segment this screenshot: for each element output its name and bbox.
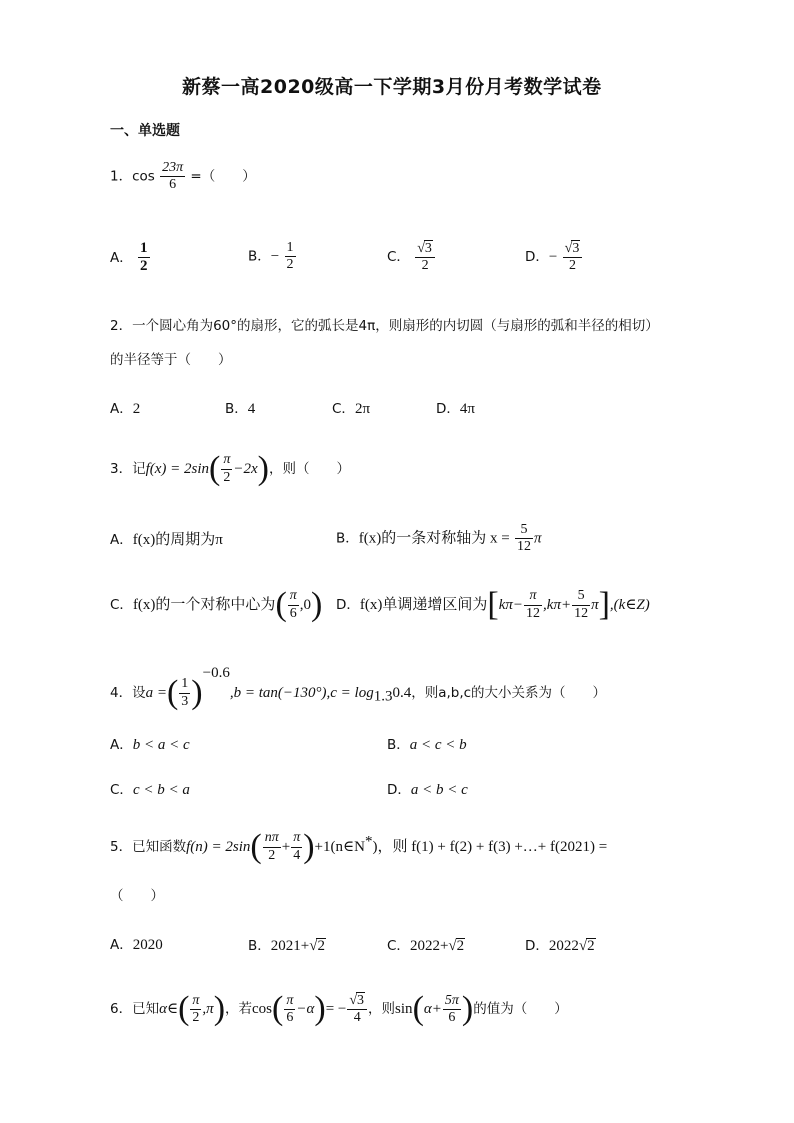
question-3: 3．记f(x) = 2sin( $\frac{\pi}{2}$ −2x)，则（ ） — [110, 450, 350, 487]
q1-option-b[interactable]: B．− $\frac{1}{2}$ — [248, 240, 294, 273]
q3-option-c[interactable]: C．f(x)的一个对称中心为( $\frac{\pi}{6}$ ,0) — [110, 586, 323, 623]
question-5: 5．已知函数f(n) = 2sin( $\frac{n\pi}{2}$ + $\frac{\pi}{4}$ )+1(n∈N*)，则 f(1) + f(2) + f(3) +…+ f(2021) = — [110, 828, 608, 865]
q4-option-a[interactable]: A．b < a < c — [110, 737, 190, 753]
q1-fraction: $\frac{23\pi}{6}$ — [162, 160, 184, 193]
q1-tail: =（ ） — [190, 168, 256, 185]
q5-option-c[interactable]: C．2022+√2 — [387, 938, 465, 954]
q5-line-2: （ ） — [110, 888, 164, 904]
section-heading: 一、单选题 — [110, 123, 180, 139]
q3-option-b[interactable]: B．f(x)的一条对称轴为 x = $\frac{5}{12}$ π — [336, 522, 542, 555]
q5-option-d[interactable]: D．2022√2 — [525, 938, 595, 954]
q4-option-b[interactable]: B．a < c < b — [387, 737, 467, 753]
page-title: 新蔡一高2020级高一下学期3月份月考数学试卷 — [182, 76, 602, 98]
q4-option-c[interactable]: C．c < b < a — [110, 782, 190, 798]
q4-option-d[interactable]: D．a < b < c — [387, 782, 468, 798]
q2-line-1: 2．一个圆心角为60°的扇形，它的弧长是4π，则扇形的内切圆（与扇形的弧和半径的相切） — [110, 318, 659, 334]
question-1 — [110, 160, 256, 193]
q1-option-a[interactable]: A． $\frac{1}{2}$ — [110, 240, 148, 275]
q3-option-a[interactable]: A．f(x)的周期为π — [110, 532, 223, 548]
question-4: 4．设a =( $\frac{1}{3}$ )$^{-0.6},b = \tan(-130^\circ),c = \log_{1.3}0.4$，则a,b,c的大小关系为（ ） — [110, 665, 607, 711]
question-6: 6．已知α∈( $\frac{\pi}{2}$ ,π)，若cos( $\frac{\pi}{6}$ −α)= − $\frac{√3}{4}$ ，则sin(α+ $\frac{5\pi}{6}$ )的值为（ ） — [110, 990, 568, 1028]
q1-stem: 1．cos — [110, 168, 155, 185]
q5-option-a[interactable]: A．2020 — [110, 937, 163, 953]
q1-option-c[interactable]: C． $\frac{√3}{2}$ — [387, 240, 436, 274]
q2-option-c[interactable]: C．2π — [332, 401, 371, 417]
q2-line-2: 的半径等于（ ） — [110, 352, 232, 368]
q3-option-d[interactable]: D．f(x)单调递增区间为[kπ− $\frac{\pi}{12}$ ,kπ+ $\frac{5}{12}$ π],(k∈Z) — [336, 586, 650, 623]
q1-option-d[interactable]: D．− $\frac{√3}{2}$ — [525, 240, 583, 274]
q5-option-b[interactable]: B．2021+√2 — [248, 938, 325, 954]
q2-option-d[interactable]: D．4π — [436, 401, 475, 417]
q2-option-a[interactable]: A．2 — [110, 401, 141, 417]
q2-option-b[interactable]: B．4 — [225, 401, 256, 417]
